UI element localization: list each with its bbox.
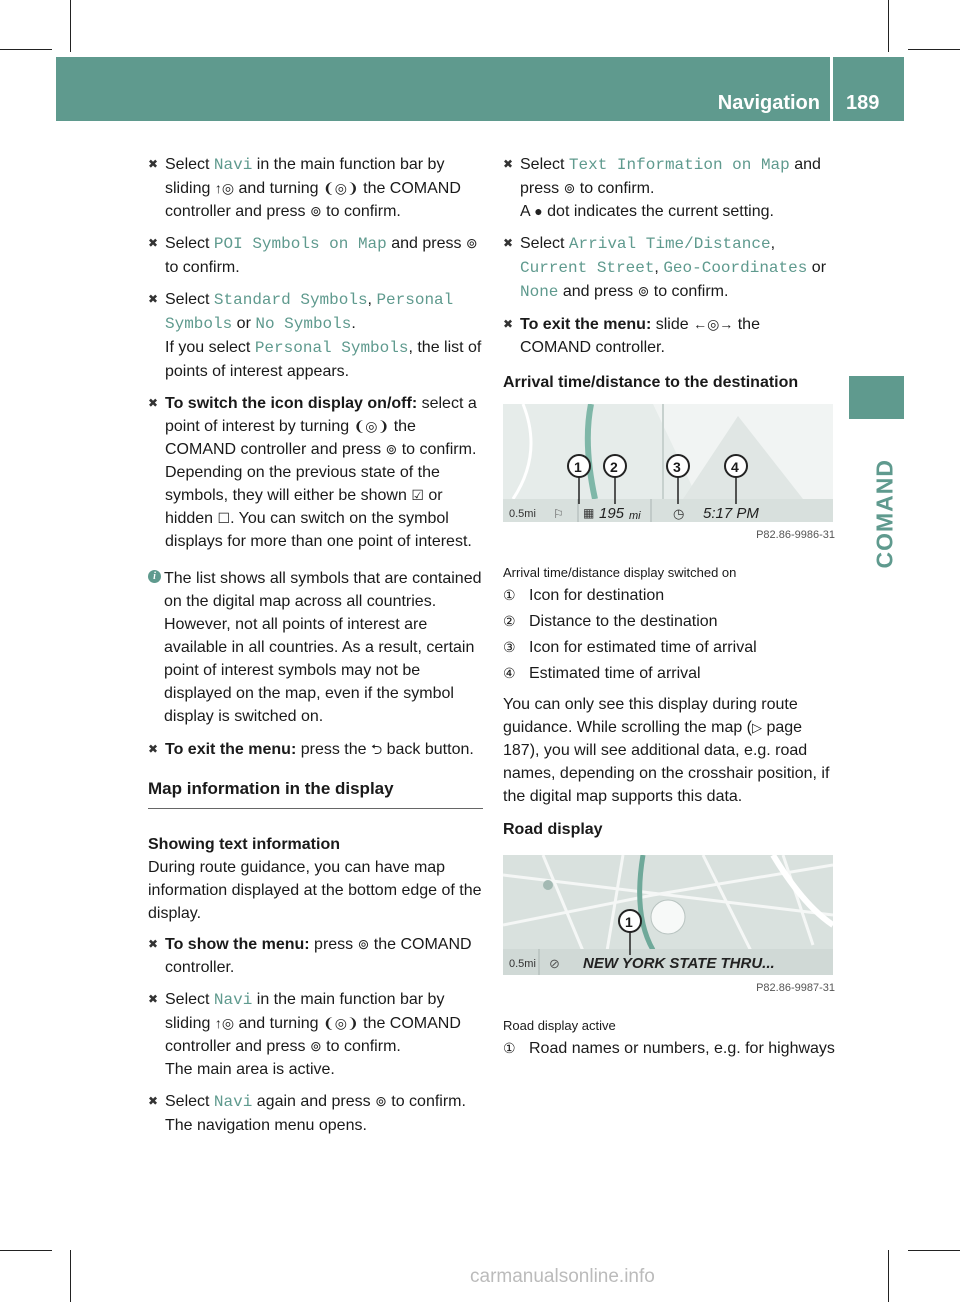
- ui-term: Current Street: [520, 259, 655, 277]
- crop-mark: [888, 0, 889, 52]
- bullet-dot-icon: ●: [534, 203, 543, 219]
- figure-reference: P82.86-9986-31: [756, 529, 835, 541]
- instruction-step: ✖ To exit the menu: slide ←◎→ the COMAND controller.: [503, 313, 835, 359]
- destination-flag-icon: ⚐: [553, 507, 564, 521]
- step-arrow-icon: ✖: [503, 317, 514, 331]
- press-icon: ⊚: [375, 1093, 387, 1109]
- clock-icon: ◷: [673, 506, 685, 521]
- figure-reference: P82.86-9987-31: [756, 982, 835, 994]
- legend-number: ②: [503, 613, 516, 629]
- crop-mark: [888, 1250, 889, 1302]
- crop-mark: [908, 1250, 960, 1251]
- instruction-step: ✖ Select Arrival Time/Distance, Current Street, Geo-Coordinates or None and press ⊚ to confirm.: [503, 232, 835, 304]
- crop-mark: [70, 1250, 71, 1302]
- slide-up-icon: ↑◎: [214, 1015, 235, 1031]
- legend-number: ①: [503, 587, 516, 603]
- callout-label: 2: [610, 459, 618, 475]
- arrival-time: 5:17 PM: [703, 505, 759, 522]
- street-name: NEW YORK STATE THRU...: [583, 955, 775, 972]
- ui-term: Navi: [213, 1093, 253, 1111]
- legend-number: ④: [503, 665, 516, 681]
- figure-caption: Arrival time/distance display switched on: [503, 565, 737, 580]
- press-icon: ⊚: [465, 235, 478, 251]
- ui-term: No Symbols: [255, 315, 352, 333]
- callout-label: 3: [673, 459, 681, 475]
- scale-label: 0.5mi: [509, 958, 536, 970]
- ui-term: Geo-Coordinates: [663, 259, 808, 277]
- ui-term: Personal Symbols: [254, 339, 409, 357]
- legend-item: ④ Estimated time of arrival: [503, 662, 835, 685]
- ui-term: Text Information on Map: [568, 156, 790, 174]
- slide-up-icon: ↑◎: [214, 180, 235, 196]
- legend-number: ③: [503, 639, 516, 655]
- section-heading: Road display: [503, 821, 603, 838]
- instruction-step: ✖ To switch the icon display on/off: select a point of interest by turning ❨◎❩ the COMAND controller and press ⊚ to confirm. Depending on the previous state of the symbols, they will either be shown ☑ or hidden ☐. You can switch on the symbol displays for more than one point of interest.: [148, 392, 483, 553]
- step-arrow-icon: ✖: [148, 236, 159, 250]
- instruction-step: ✖ Select Navi again and press ⊚ to confirm. The navigation menu opens.: [148, 1090, 483, 1137]
- step-arrow-icon: ✖: [503, 236, 514, 250]
- callout-label: 4: [731, 459, 739, 475]
- arrival-display-figure: [503, 404, 833, 522]
- step-arrow-icon: ✖: [503, 157, 514, 171]
- instruction-step: ✖ To exit the menu: press the ⮌ back button.: [148, 738, 483, 761]
- step-arrow-icon: ✖: [148, 292, 159, 306]
- turn-icon: ❨◎❩: [353, 418, 390, 434]
- figure-caption: Road display active: [503, 1018, 616, 1033]
- instruction-step: ✖ Select Standard Symbols, Personal Symbols or No Symbols. If you select Personal Symbols, the list of points of interest appears.: [148, 288, 483, 383]
- instruction-step: ✖ Select Text Information on Map and press ⊚ to confirm. A ● dot indicates the current setting.: [503, 153, 835, 223]
- checkbox-checked-icon: ☑: [411, 487, 424, 503]
- info-note: i The list shows all symbols that are contained on the digital map across all countries. However, not all points of interest are available in all countries. As a result, certain point of interest symbols may not be displayed on the map, even if the symbol display is switched on.: [148, 567, 483, 728]
- section-heading: Arrival time/distance to the destination: [503, 374, 799, 391]
- press-icon: ⊚: [309, 203, 322, 219]
- step-arrow-icon: ✖: [148, 1094, 159, 1108]
- callout-label: 1: [574, 459, 582, 475]
- checkbox-empty-icon: ☐: [217, 510, 231, 526]
- subheading: Showing text information: [148, 836, 340, 853]
- info-icon: i: [148, 570, 161, 583]
- crop-mark: [0, 1250, 52, 1251]
- step-arrow-icon: ✖: [148, 157, 159, 171]
- instruction-step: ✖ To show the menu: press ⊚ the COMAND controller.: [148, 933, 483, 979]
- slide-left-right-icon: ←◎→: [693, 316, 734, 332]
- paragraph: During route guidance, you can have map information displayed at the bottom edge of the display.: [148, 859, 482, 922]
- legend-item: ② Distance to the destination: [503, 610, 835, 633]
- press-icon: ⊚: [563, 180, 576, 196]
- ui-term: Standard Symbols: [213, 291, 368, 309]
- left-column: [148, 153, 483, 1146]
- turn-icon: ❨◎❩: [322, 1015, 359, 1031]
- watermark: carmanualsonline.info: [470, 1266, 655, 1287]
- destination-icon: ▦: [583, 506, 595, 520]
- press-icon: ⊚: [637, 283, 650, 299]
- back-button-icon: ⮌: [370, 741, 383, 757]
- crop-mark: [0, 49, 52, 50]
- no-entry-icon: ⊘: [549, 956, 560, 971]
- ui-term: POI Symbols on Map: [213, 235, 387, 253]
- section-heading: Map information in the display: [148, 777, 483, 809]
- side-tab-label: COMAND: [871, 459, 898, 569]
- press-icon: ⊚: [357, 936, 370, 952]
- header-divider: [830, 57, 833, 121]
- side-tab: [849, 376, 904, 419]
- ui-term: Personal Symbols: [165, 291, 454, 333]
- instruction-step: ✖ Select Navi in the main function bar by sliding ↑◎ and turning ❨◎❩ the COMAND controller and press ⊚ to confirm.: [148, 153, 483, 223]
- distance-value: 195: [599, 505, 625, 522]
- legend-item: ③ Icon for estimated time of arrival: [503, 636, 835, 659]
- scale-label: 0.5mi: [509, 508, 536, 520]
- press-icon: ⊚: [309, 1038, 322, 1054]
- page-ref-icon: ▷: [752, 720, 763, 735]
- step-arrow-icon: ✖: [148, 937, 159, 951]
- ui-term: None: [520, 283, 559, 301]
- legend-number: ①: [503, 1040, 516, 1056]
- callout-label: 1: [625, 914, 633, 930]
- paragraph: You can only see this display during route guidance. While scrolling the map (▷ page 187), you will see additional data, e.g. road names, depending on the crosshair position, if the digital map supports this data.: [503, 696, 830, 805]
- step-arrow-icon: ✖: [148, 992, 159, 1006]
- instruction-step: ✖ Select POI Symbols on Map and press ⊚ to confirm.: [148, 232, 483, 279]
- ui-term: Navi: [213, 156, 253, 174]
- legend-item: ① Road names or numbers, e.g. for highways: [503, 1037, 835, 1060]
- right-column: [503, 153, 835, 1060]
- page-header: [56, 57, 904, 121]
- step-arrow-icon: ✖: [148, 396, 159, 410]
- page-title: Navigation: [717, 92, 820, 114]
- road-display-figure: [503, 855, 833, 975]
- instruction-step: ✖ Select Navi in the main function bar by sliding ↑◎ and turning ❨◎❩ the COMAND controller and press ⊚ to confirm. The main area is active.: [148, 988, 483, 1081]
- step-arrow-icon: ✖: [148, 742, 159, 756]
- ui-term: Navi: [213, 991, 253, 1009]
- page-number: 189: [846, 92, 880, 114]
- turn-icon: ❨◎❩: [322, 180, 359, 196]
- distance-unit: mi: [629, 510, 641, 522]
- crop-mark: [70, 0, 71, 52]
- press-icon: ⊚: [385, 441, 398, 457]
- crop-mark: [908, 49, 960, 50]
- ui-term: Arrival Time/Distance: [568, 235, 771, 253]
- legend-item: ① Icon for destination: [503, 584, 835, 607]
